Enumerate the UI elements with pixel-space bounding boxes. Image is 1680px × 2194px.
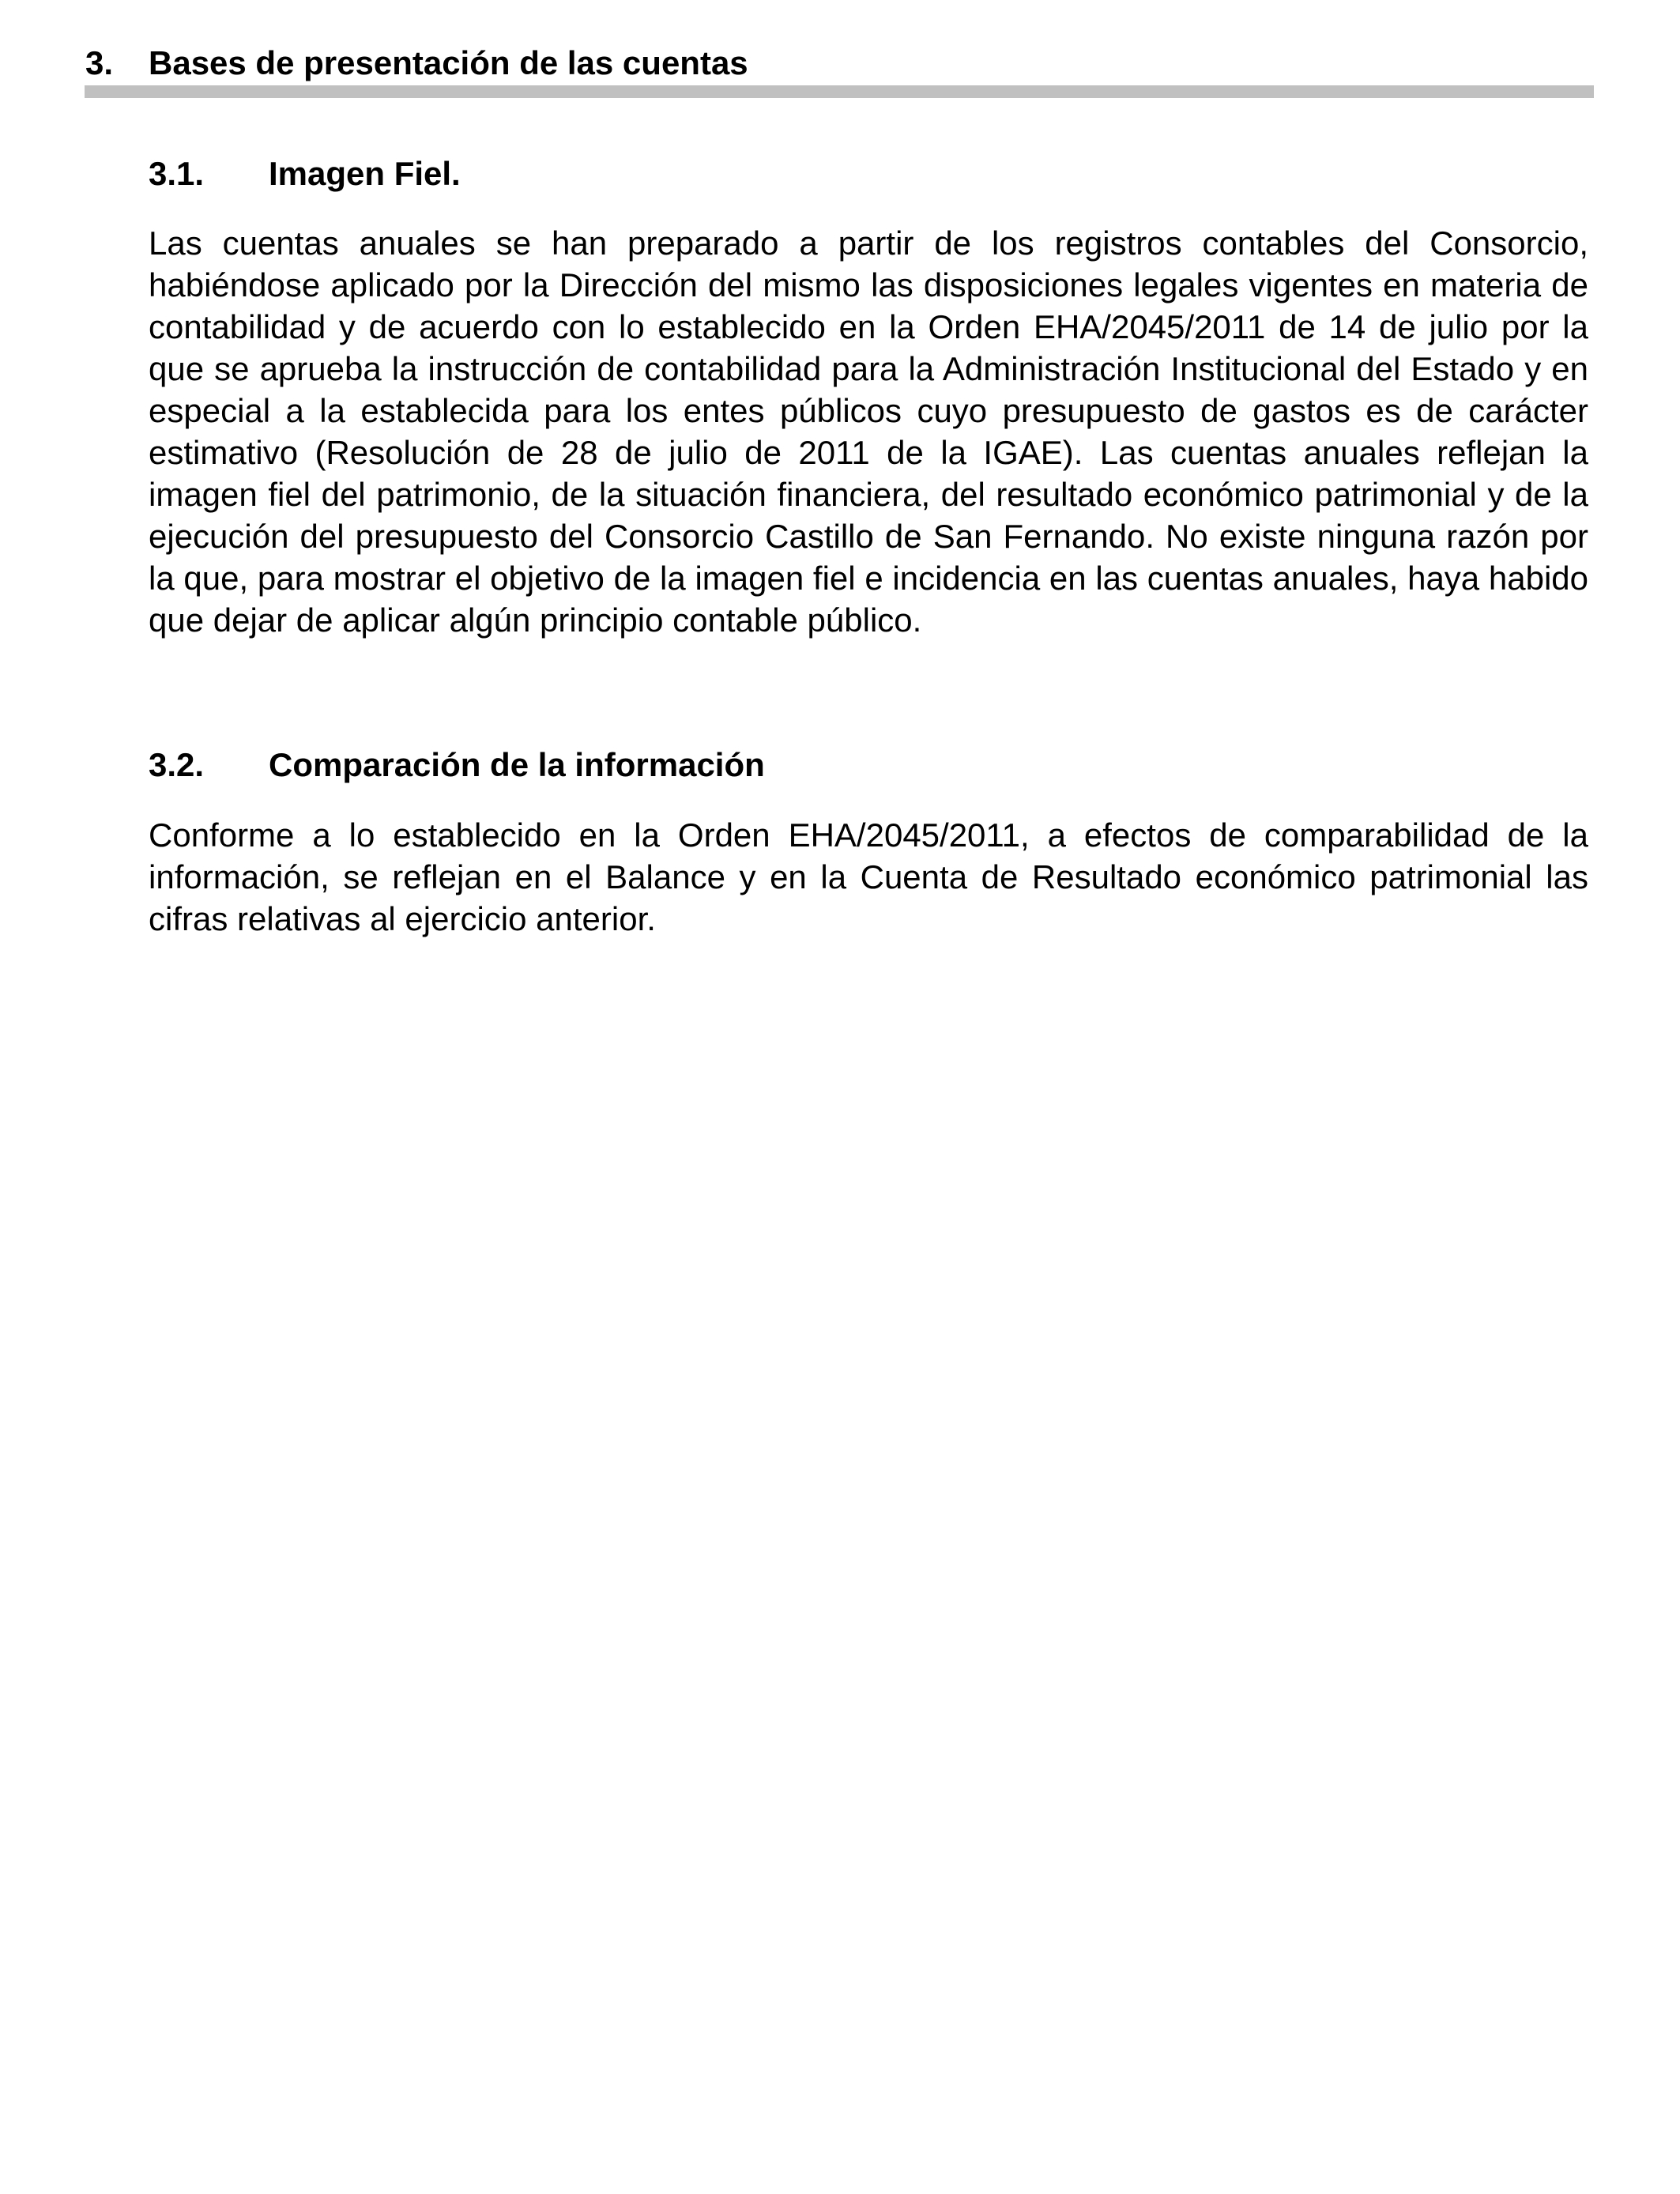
section-divider bbox=[85, 85, 1594, 98]
subsection-heading-imagen-fiel bbox=[149, 152, 461, 196]
section-heading bbox=[85, 41, 748, 85]
paragraph-imagen-fiel: Las cuentas anuales se han preparado a partir de los registros contables del Consorcio, habiéndose aplicado por la Dirección del mismo las disposiciones legales vigentes en materia de contabilidad y de acuerdo con lo establecido en la Orden EHA/2045/2011 de 14 de julio por la que se aprueba la instrucción de contabilidad para la Administración Institucional del Estado y en especial a la establecida para los entes públicos cuyo presupuesto de gastos es de carácter estimativo (Resolución de 28 de julio de 2011 de la IGAE). Las cuentas anuales reflejan la imagen fiel del patrimonio, de la situación financiera, del resultado económico patrimonial y de la ejecución del presupuesto del Consorcio Castillo de San Fernando. No existe ninguna razón por la que, para mostrar el objetivo de la imagen fiel e incidencia en las cuentas anuales, haya habido que dejar de aplicar algún principio contable público. bbox=[149, 224, 1588, 639]
section-title: Bases de presentación de las cuentas bbox=[149, 44, 748, 81]
subsection-title: Imagen Fiel. bbox=[269, 155, 461, 192]
subsection-title: Comparación de la información bbox=[269, 746, 765, 783]
subsection-heading-comparacion bbox=[149, 743, 765, 787]
paragraph-comparacion: Conforme a lo establecido en la Orden EHA/2045/2011, a efectos de comparabilidad de la información, se reflejan en el Balance y en la Cuenta de Resultado económico patrimonial las cifras relativas al ejercicio anterior. bbox=[149, 816, 1588, 937]
subsection-number: 3.1. bbox=[149, 155, 205, 192]
subsection-number: 3.2. bbox=[149, 746, 205, 783]
section-number: 3. bbox=[85, 44, 114, 81]
